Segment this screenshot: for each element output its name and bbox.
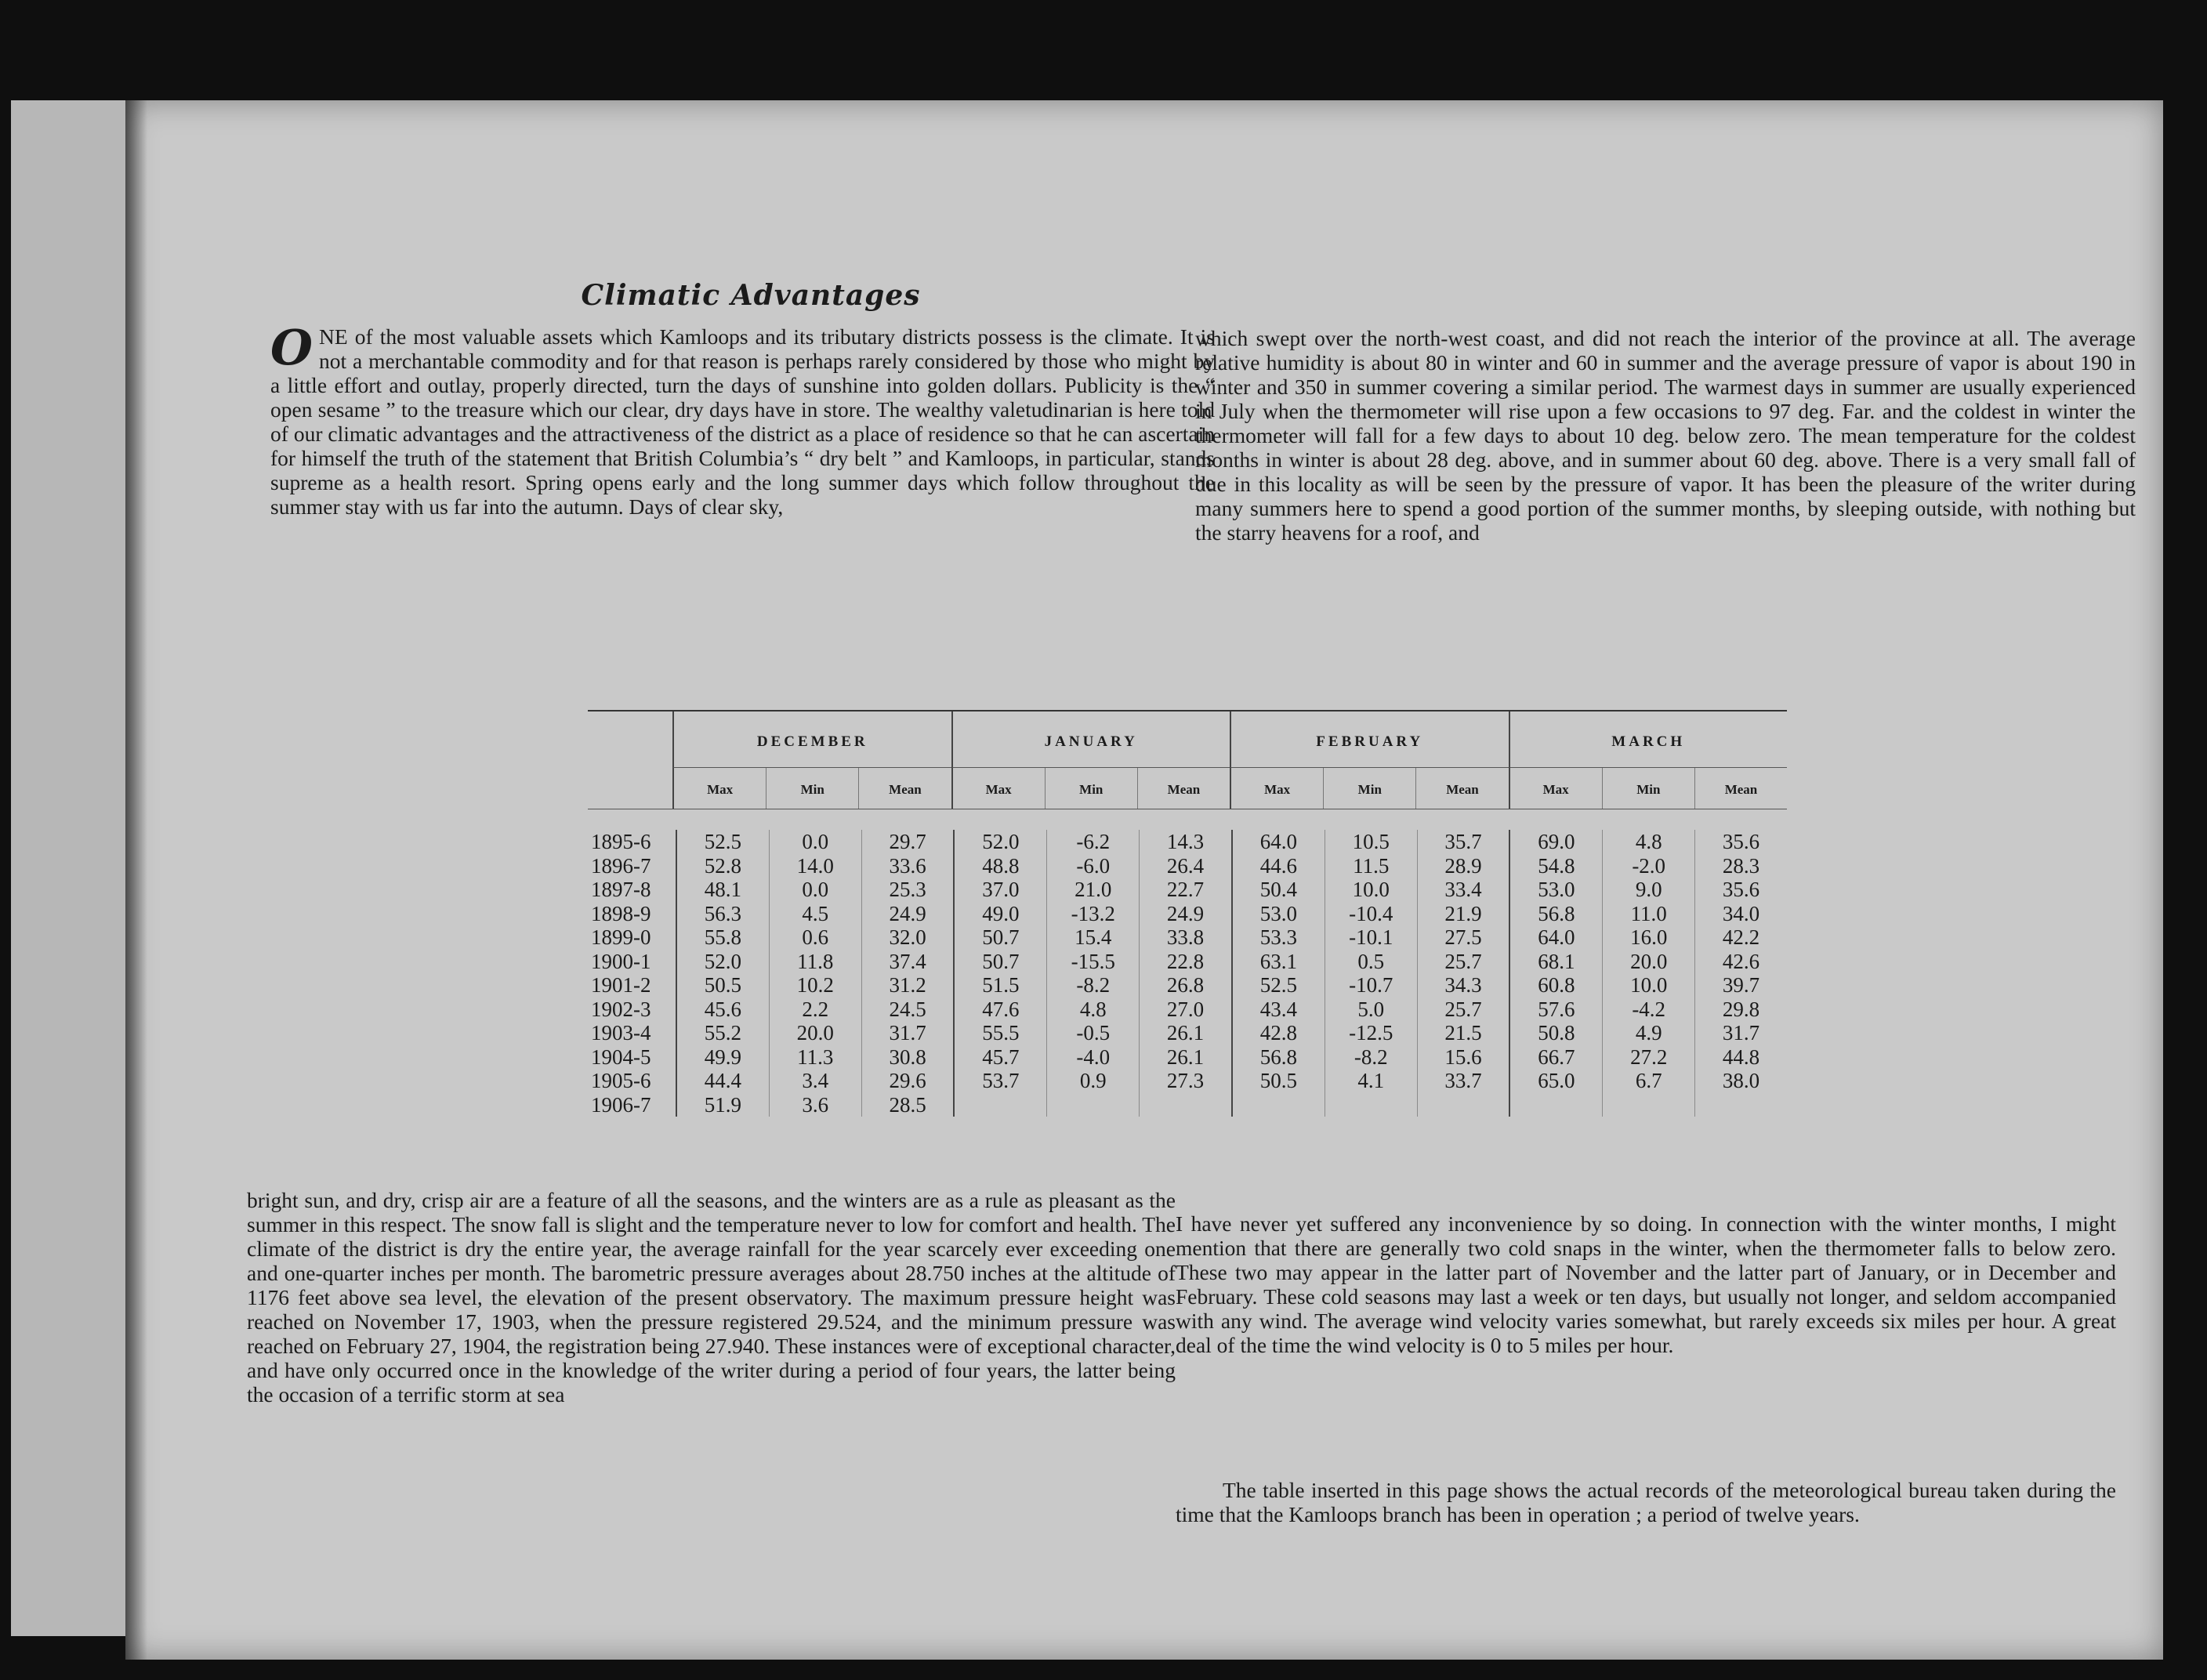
- subheader-march-max: Max: [1509, 768, 1602, 809]
- bottom-right-paragraph: I have never yet suffered any inconvenience by so doing. In connection with the winter months, I might mention that there are generally two cold snaps in the winter, when the thermometer falls to below zero. These two may appear in the latter part of November and the latter part of January, or in December and February. These cold seasons may last a week or ten days, but usually not longer, and seldom accompanied with any wind. The average wind velocity varies somewhat, but rarely exceeds six miles per hour. A great deal of the time the wind velocity is 0 to 5 miles per hour.: [1176, 1211, 2116, 1357]
- table-cell: -6.2: [1046, 830, 1139, 854]
- table-cell: 21.0: [1046, 878, 1139, 902]
- subheader-december-max: Max: [672, 768, 766, 809]
- table-cell: 52.0: [953, 830, 1046, 854]
- table-cell: 11.8: [769, 950, 861, 974]
- table-cell: [1694, 1093, 1787, 1117]
- table-row: [588, 830, 1787, 854]
- table-cell: -4.2: [1602, 998, 1694, 1022]
- year-cell: 1900-1: [591, 949, 651, 973]
- table-cell: 11.0: [1602, 902, 1694, 926]
- table-cell: 50.8: [1509, 1021, 1602, 1045]
- table-cell: 56.8: [1231, 1045, 1325, 1070]
- subheader-december-mean: Mean: [858, 768, 951, 809]
- table-cell: 50.5: [676, 973, 769, 998]
- table-cell: 29.8: [1694, 998, 1787, 1022]
- subheader-february-min: Min: [1323, 768, 1415, 809]
- year-cell: 1895-6: [591, 830, 651, 853]
- table-cell: 56.8: [1509, 902, 1602, 926]
- intro-text: NE of the most valuable assets which Kamloops and its tributary districts possess is the climate. It is not a merchantable commodity and for that reason is perhaps rarely considered by those who might by a little effort and outlay, properly directed, turn the days of sunshine into golden dollars. Publicity is the “ open sesame ” to the treasure which our clear, dry days have in store. The wealthy valetudinarian is here told of our climatic advantages and the attractiveness of the district as a place of residence so that he can ascertain for himself the truth of the statement that British Columbia’s “ dry belt ” and Kamloops, in particular, stands supreme as a health resort. Spring opens early and the long summer days which follow throughout the summer stay with us far into the autumn. Days of clear sky,: [270, 324, 1215, 519]
- table-cell: 44.4: [676, 1069, 769, 1093]
- table-cell: 10.0: [1325, 878, 1417, 902]
- year-cell: 1902-3: [591, 997, 651, 1021]
- table-cell: 33.4: [1417, 878, 1509, 902]
- table-cell: 2.2: [769, 998, 861, 1022]
- table-row: [588, 1069, 1787, 1093]
- table-cell: 29.7: [861, 830, 954, 854]
- table-cell: 65.0: [1509, 1069, 1602, 1093]
- table-month-header-row: [588, 711, 1787, 768]
- year-header-spacer: [588, 711, 672, 768]
- table-cell: 53.3: [1231, 925, 1325, 950]
- spine-shadow: [125, 100, 147, 1660]
- drop-cap: O: [270, 319, 313, 376]
- table-cell: 22.8: [1139, 950, 1231, 974]
- table-cell: 27.0: [1139, 998, 1231, 1022]
- table-cell: 48.8: [953, 854, 1046, 878]
- table-cell: 26.1: [1139, 1045, 1231, 1070]
- table-cell: 0.9: [1046, 1069, 1139, 1093]
- table-cell: 35.6: [1694, 830, 1787, 854]
- table-cell: 24.9: [1139, 902, 1231, 926]
- table-cell: -12.5: [1325, 1021, 1417, 1045]
- table-cell: 55.5: [953, 1021, 1046, 1045]
- subheader-january-min: Min: [1045, 768, 1137, 809]
- table-cell: 27.5: [1417, 925, 1509, 950]
- table-cell: 55.2: [676, 1021, 769, 1045]
- table-cell: 24.5: [861, 998, 954, 1022]
- table-cell: 31.7: [861, 1021, 954, 1045]
- year-cell: 1901-2: [591, 973, 651, 997]
- table-cell: [953, 1093, 1046, 1117]
- table-cell: 15.4: [1046, 925, 1139, 950]
- table-row: [588, 950, 1787, 974]
- table-cell: -10.7: [1325, 973, 1417, 998]
- table-cell: 42.6: [1694, 950, 1787, 974]
- table-row: [588, 925, 1787, 950]
- month-header-december: DECEMBER: [672, 711, 951, 768]
- year-subheader-spacer: [588, 768, 672, 809]
- table-row: [588, 854, 1787, 878]
- table-cell: [1602, 1093, 1694, 1117]
- table-cell: [1231, 1093, 1325, 1117]
- table-cell: 44.6: [1231, 854, 1325, 878]
- table-cell: 44.8: [1694, 1045, 1787, 1070]
- month-header-february: FEBRUARY: [1230, 711, 1509, 768]
- table-cell: 20.0: [1602, 950, 1694, 974]
- table-cell: 49.9: [676, 1045, 769, 1070]
- table-cell: [1139, 1093, 1231, 1117]
- table-cell: 6.7: [1602, 1069, 1694, 1093]
- table-cell: 25.3: [861, 878, 954, 902]
- table-cell: 42.8: [1231, 1021, 1325, 1045]
- subheader-march-mean: Mean: [1694, 768, 1787, 809]
- top-right-paragraph: which swept over the north-west coast, and did not reach the interior of the province at all. The average relative humidity is about 80 in winter and 60 in summer and the average pressure of vapor is about 190 in winter and 350 in summer covering a similar period. The warmest days in summer are usually experienced in July when the thermometer will rise upon a few occasions to 97 deg. Far. and the coldest in winter the thermometer will fall for a few days to about 10 deg. below zero. The mean temperature for the coldest months in winter is about 28 deg. above, and in summer about 60 deg. above. There is a very small fall of due in this locality as will be seen by the pressure of vapor. It has been the pleasure of the writer during many summers here to spend a good portion of the summer months, by sleeping outside, with nothing but the starry heavens for a roof, and: [1195, 326, 2136, 545]
- table-cell: 55.8: [676, 925, 769, 950]
- table-cell: 9.0: [1602, 878, 1694, 902]
- book-page: [125, 100, 2163, 1660]
- table-cell: 32.0: [861, 925, 954, 950]
- table-cell: 38.0: [1694, 1069, 1787, 1093]
- table-cell: 10.5: [1325, 830, 1417, 854]
- table-cell: 25.7: [1417, 950, 1509, 974]
- table-cell: 26.8: [1139, 973, 1231, 998]
- table-cell: 29.6: [861, 1069, 954, 1093]
- table-cell: 24.9: [861, 902, 954, 926]
- table-cell: 4.5: [769, 902, 861, 926]
- bottom-left-paragraph: bright sun, and dry, crisp air are a feature of all the seasons, and the winters are as a rule as pleasant as the summer in this respect. The snow fall is slight and the temperature never to low for comfort and health. The climate of the district is dry the entire year, the average rainfall for the year scarcely ever exceeding one and one-quarter inches per month. The barometric pressure averages about 28.750 inches at the altitude of 1176 feet above sea level, the elevation of the present observatory. The maximum pressure height was reached on November 17, 1903, when the pressure registered 29.524, and the minimum pressure was reached on February 27, 1904, the registration being 27.940. These instances were of exceptional character, and have only occurred once in the knowledge of the writer during a period of four years, the latter being the occasion of a terrific storm at sea: [247, 1188, 1176, 1407]
- subheader-february-mean: Mean: [1415, 768, 1508, 809]
- table-cell: 0.5: [1325, 950, 1417, 974]
- table-cell: 10.0: [1602, 973, 1694, 998]
- table-cell: 33.8: [1139, 925, 1231, 950]
- table-cell: 48.1: [676, 878, 769, 902]
- year-cell: 1896-7: [591, 853, 651, 878]
- table-cell: 5.0: [1325, 998, 1417, 1022]
- table-cell: [1417, 1093, 1509, 1117]
- table-cell: 37.4: [861, 950, 954, 974]
- table-cell: 68.1: [1509, 950, 1602, 974]
- table-cell: [1325, 1093, 1417, 1117]
- table-cell: 34.3: [1417, 973, 1509, 998]
- table-subheader-row: [588, 768, 1787, 809]
- table-cell: 34.0: [1694, 902, 1787, 926]
- table-cell: 28.9: [1417, 854, 1509, 878]
- table-cell: 56.3: [676, 902, 769, 926]
- year-cell: 1905-6: [591, 1069, 651, 1092]
- table-cell: 69.0: [1509, 830, 1602, 854]
- table-row: [588, 878, 1787, 902]
- table-cell: [1509, 1093, 1602, 1117]
- table-cell: 0.6: [769, 925, 861, 950]
- table-cell: 52.5: [1231, 973, 1325, 998]
- table-note-paragraph: The table inserted in this page shows the actual records of the meteorological bureau taken during the time that the Kamloops branch has been in operation ; a period of twelve years.: [1176, 1478, 2116, 1526]
- table-cell: 0.0: [769, 878, 861, 902]
- table-row: [588, 1021, 1787, 1045]
- month-header-march: MARCH: [1509, 711, 1788, 768]
- table-cell: -15.5: [1046, 950, 1139, 974]
- table-cell: 50.4: [1231, 878, 1325, 902]
- table-cell: -10.1: [1325, 925, 1417, 950]
- subheader-february-max: Max: [1230, 768, 1323, 809]
- table-cell: 50.7: [953, 925, 1046, 950]
- table-cell: 21.9: [1417, 902, 1509, 926]
- table-cell: 66.7: [1509, 1045, 1602, 1070]
- table-row: [588, 1045, 1787, 1070]
- table-cell: 28.3: [1694, 854, 1787, 878]
- table-cell: -8.2: [1046, 973, 1139, 998]
- table-cell: 43.4: [1231, 998, 1325, 1022]
- table-cell: 47.6: [953, 998, 1046, 1022]
- table-cell: 50.7: [953, 950, 1046, 974]
- table-cell: -6.0: [1046, 854, 1139, 878]
- table-row: [588, 973, 1787, 998]
- table-cell: 31.2: [861, 973, 954, 998]
- table-cell: 33.6: [861, 854, 954, 878]
- table-cell: -10.4: [1325, 902, 1417, 926]
- table-cell: 25.7: [1417, 998, 1509, 1022]
- table-cell: 26.1: [1139, 1021, 1231, 1045]
- table-cell: 53.7: [953, 1069, 1046, 1093]
- table-cell: 4.9: [1602, 1021, 1694, 1045]
- year-cell: 1897-8: [591, 878, 651, 901]
- table-cell: 50.5: [1231, 1069, 1325, 1093]
- table-cell: 21.5: [1417, 1021, 1509, 1045]
- table-cell: 45.7: [953, 1045, 1046, 1070]
- table-cell: 37.0: [953, 878, 1046, 902]
- year-cell: 1906-7: [591, 1092, 651, 1117]
- table-cell: -2.0: [1602, 854, 1694, 878]
- table-cell: -8.2: [1325, 1045, 1417, 1070]
- table-cell: 53.0: [1231, 902, 1325, 926]
- table-cell: 64.0: [1231, 830, 1325, 854]
- table-cell: 11.5: [1325, 854, 1417, 878]
- subheader-january-max: Max: [951, 768, 1045, 809]
- table-cell: 14.3: [1139, 830, 1231, 854]
- table-cell: 10.2: [769, 973, 861, 998]
- table-cell: 42.2: [1694, 925, 1787, 950]
- table-cell: 22.7: [1139, 878, 1231, 902]
- table-row: [588, 902, 1787, 926]
- left-page-edge: [11, 100, 139, 1636]
- table-cell: 45.6: [676, 998, 769, 1022]
- table-body: [588, 809, 1787, 1117]
- table-cell: 51.9: [676, 1093, 769, 1117]
- table-cell: 64.0: [1509, 925, 1602, 950]
- table-cell: 57.6: [1509, 998, 1602, 1022]
- intro-paragraph: [270, 319, 1215, 519]
- subheader-january-mean: Mean: [1137, 768, 1230, 809]
- table-cell: 0.0: [769, 830, 861, 854]
- subheader-december-min: Min: [766, 768, 858, 809]
- table-cell: 53.0: [1509, 878, 1602, 902]
- table-cell: 54.8: [1509, 854, 1602, 878]
- subheader-march-min: Min: [1602, 768, 1694, 809]
- table-cell: 14.0: [769, 854, 861, 878]
- year-cell: 1899-0: [591, 925, 651, 949]
- table-cell: 15.6: [1417, 1045, 1509, 1070]
- year-cell: 1904-5: [591, 1045, 651, 1069]
- table-cell: 20.0: [769, 1021, 861, 1045]
- table-cell: -13.2: [1046, 902, 1139, 926]
- table-cell: 4.8: [1046, 998, 1139, 1022]
- table-cell: 26.4: [1139, 854, 1231, 878]
- table-cell: 27.3: [1139, 1069, 1231, 1093]
- table-cell: 52.8: [676, 854, 769, 878]
- table-cell: 49.0: [953, 902, 1046, 926]
- page-title: Climatic Advantages: [581, 279, 921, 312]
- month-header-january: JANUARY: [951, 711, 1230, 768]
- table-cell: 4.8: [1602, 830, 1694, 854]
- table-cell: 4.1: [1325, 1069, 1417, 1093]
- year-cell: 1903-4: [591, 1021, 651, 1045]
- table-cell: 30.8: [861, 1045, 954, 1070]
- table-cell: -4.0: [1046, 1045, 1139, 1070]
- table-cell: 51.5: [953, 973, 1046, 998]
- table-cell: -0.5: [1046, 1021, 1139, 1045]
- table-cell: 39.7: [1694, 973, 1787, 998]
- table-cell: [1046, 1093, 1139, 1117]
- table-cell: 31.7: [1694, 1021, 1787, 1045]
- table-cell: 63.1: [1231, 950, 1325, 974]
- table-cell: 35.7: [1417, 830, 1509, 854]
- table-cell: 33.7: [1417, 1069, 1509, 1093]
- table-cell: 3.6: [769, 1093, 861, 1117]
- table-cell: 52.0: [676, 950, 769, 974]
- table-cell: 27.2: [1602, 1045, 1694, 1070]
- table-cell: 35.6: [1694, 878, 1787, 902]
- table-cell: 52.5: [676, 830, 769, 854]
- year-cell: 1898-9: [591, 901, 651, 925]
- table-cell: 28.5: [861, 1093, 954, 1117]
- table-cell: 60.8: [1509, 973, 1602, 998]
- climate-table: [588, 710, 1787, 1117]
- table-cell: 3.4: [769, 1069, 861, 1093]
- table-cell: 11.3: [769, 1045, 861, 1070]
- table-row: [588, 998, 1787, 1022]
- table-cell: 16.0: [1602, 925, 1694, 950]
- table-row: [588, 1093, 1787, 1117]
